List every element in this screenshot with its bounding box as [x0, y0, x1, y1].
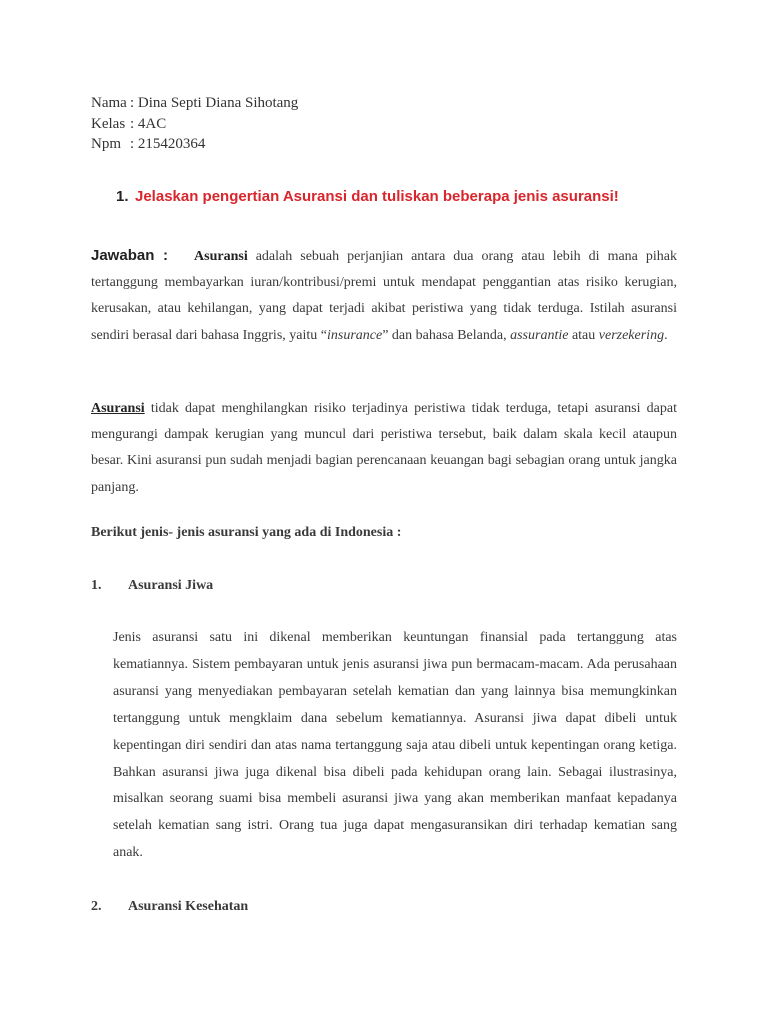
question-text: Jelaskan pengertian Asuransi dan tuliskan beberapa jenis asuransi! — [135, 188, 619, 205]
answer-text-4: . — [664, 327, 668, 343]
npm-row — [91, 134, 298, 155]
answer-text-2: ” dan bahasa Belanda, — [382, 327, 511, 343]
list-item-number: 1. — [91, 578, 102, 593]
answer-term: Asuransi — [194, 249, 248, 264]
list-item-number: 2. — [91, 899, 102, 914]
list-item — [91, 899, 248, 915]
answer-verzekering: verzekering — [598, 327, 665, 343]
list-heading: Berikut jenis- jenis asuransi yang ada di Indonesia : — [91, 525, 402, 540]
npm-label: Npm — [91, 136, 121, 152]
npm-value: : 215420364 — [130, 136, 206, 152]
class-label: Kelas — [91, 115, 126, 132]
answer-label: Jawaban : — [91, 247, 169, 264]
list-item-description: Jenis asuransi satu ini dikenal memberikan keuntungan finansial pada tertanggung atas kematiannya. Sistem pembayaran untuk jenis asuransi jiwa pun bermacam-macam. Ada perusahaan asuransi yang menyediakan pembayaran setelah kematian dan yang lainnya bisa memungkinkan tertanggung untuk mengklaim dana sebelum kematiannya. Asuransi jiwa dapat dibeli untuk kepentingan diri sendiri dan atas nama tertanggung saja atau dibeli untuk kepentingan orang ketiga. Bahkan asuransi jiwa juga dikenal bisa dibeli pada kehidupan orang lain. Sebagai ilustrasinya, misalkan seorang suami bisa membeli asuransi jiwa yang akan memberikan manfaat kepadanya setelah kematian sang istri. Orang tua juga dapat mengasuransikan diri terhadap kematian sang anak. — [113, 630, 677, 861]
list-item-title: Asuransi Kesehatan — [128, 899, 249, 914]
student-identity — [91, 93, 298, 155]
question-number: 1. — [116, 188, 129, 205]
question — [116, 188, 619, 205]
class-value: : 4AC — [130, 115, 167, 132]
answer-paragraph — [91, 243, 677, 349]
name-label: Nama — [91, 95, 127, 111]
answer-assurantie: assurantie — [510, 327, 569, 343]
answer-text-3: atau — [568, 327, 599, 343]
second-paragraph — [91, 396, 677, 501]
class-row — [91, 114, 298, 135]
list-item — [91, 578, 213, 594]
list-item-title: Asuransi Jiwa — [128, 578, 214, 593]
answer-text-1: adalah sebuah perjanjian antara dua orang atau lebih di mana pihak tertanggung membayarkan iuran/kontribusi/premi untuk mendapat penggantian atas risiko kerugian, kerusakan, atau kehilangan, yang dapat terjadi akibat peristiwa yang tidak terduga. Istilah asuransi sendiri berasal dari bahasa Inggris, yaitu “ — [91, 249, 677, 343]
name-row — [91, 93, 298, 114]
second-paragraph-term: Asuransi — [91, 401, 145, 416]
name-value: : Dina Septi Diana Sihotang — [130, 95, 299, 111]
second-paragraph-text: tidak dapat menghilangkan risiko terjadinya peristiwa tidak terduga, tetapi asuransi dapat mengurangi dampak kerugian yang muncul dari peristiwa tersebut, baik dalam skala kecil ataupun besar. Kini asuransi pun sudah menjadi bagian perencanaan keuangan bagi sebagian orang untuk jangka panjang. — [91, 401, 677, 495]
answer-insurance: insurance — [326, 327, 383, 343]
